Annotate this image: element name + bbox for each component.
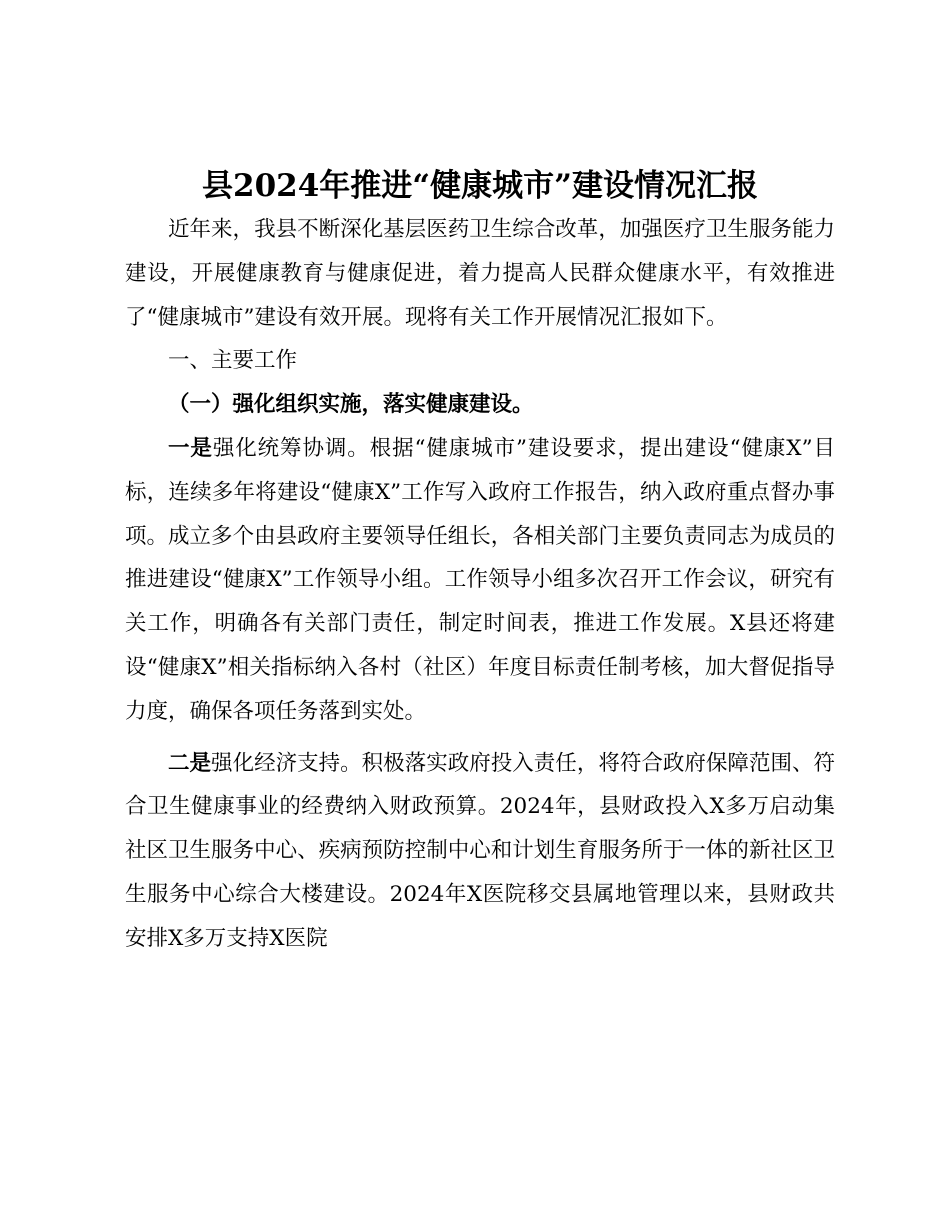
document-title: 县2024年推进“健康城市”建设情况汇报 [202,168,758,204]
item-1-text: 强化统筹协调。根据“健康城市”建设要求，提出建设“健康X”目标，连续多年将建设“健康X”工作写入政府工作报告，纳入政府重点督办事项。成立多个由县政府主要领导任组长，各相关部门主要负责同志为成员的推进建设“健康X”工作领导小组。工作领导小组多次召开工作会议，研究有关工作，明确各有关部门责任，制定时间表，推进工作发展。X县还将建设“健康X”相关指标纳入各村（社区）年度目标责任制考核，加大督促指导力度，确保各项任务落到实处。 [125,435,835,724]
item-1-paragraph [125,427,835,734]
document-body [125,164,835,961]
intro-paragraph: 近年来，我县不断深化基层医药卫生综合改革，加强医疗卫生服务能力建设，开展健康教育与健康促进，着力提高人民群众健康水平，有效推进了“健康城市”建设有效开展。现将有关工作开展情况汇报如下。 [125,217,835,330]
item-1-lead: 一是 [168,435,213,461]
section-heading: 一、主要工作 [168,348,298,374]
item-2-text: 强化经济支持。积极落实政府投入责任，将符合政府保障范围、符合卫生健康事业的经费纳入财政预算。2024年，县财政投入X多万启动集社区卫生服务中心、疾病预防控制中心和计划生育服务所于一体的新社区卫生服务中心综合大楼建设。2024年X医院移交县属地管理以来，县财政共安排X多万支持X医院 [125,750,835,951]
paragraph-spacer [125,734,835,742]
subsection-heading: （一）强化组织实施，落实健康建设。 [168,392,534,418]
item-2-paragraph [125,742,835,961]
item-2-lead: 二是 [168,750,212,776]
